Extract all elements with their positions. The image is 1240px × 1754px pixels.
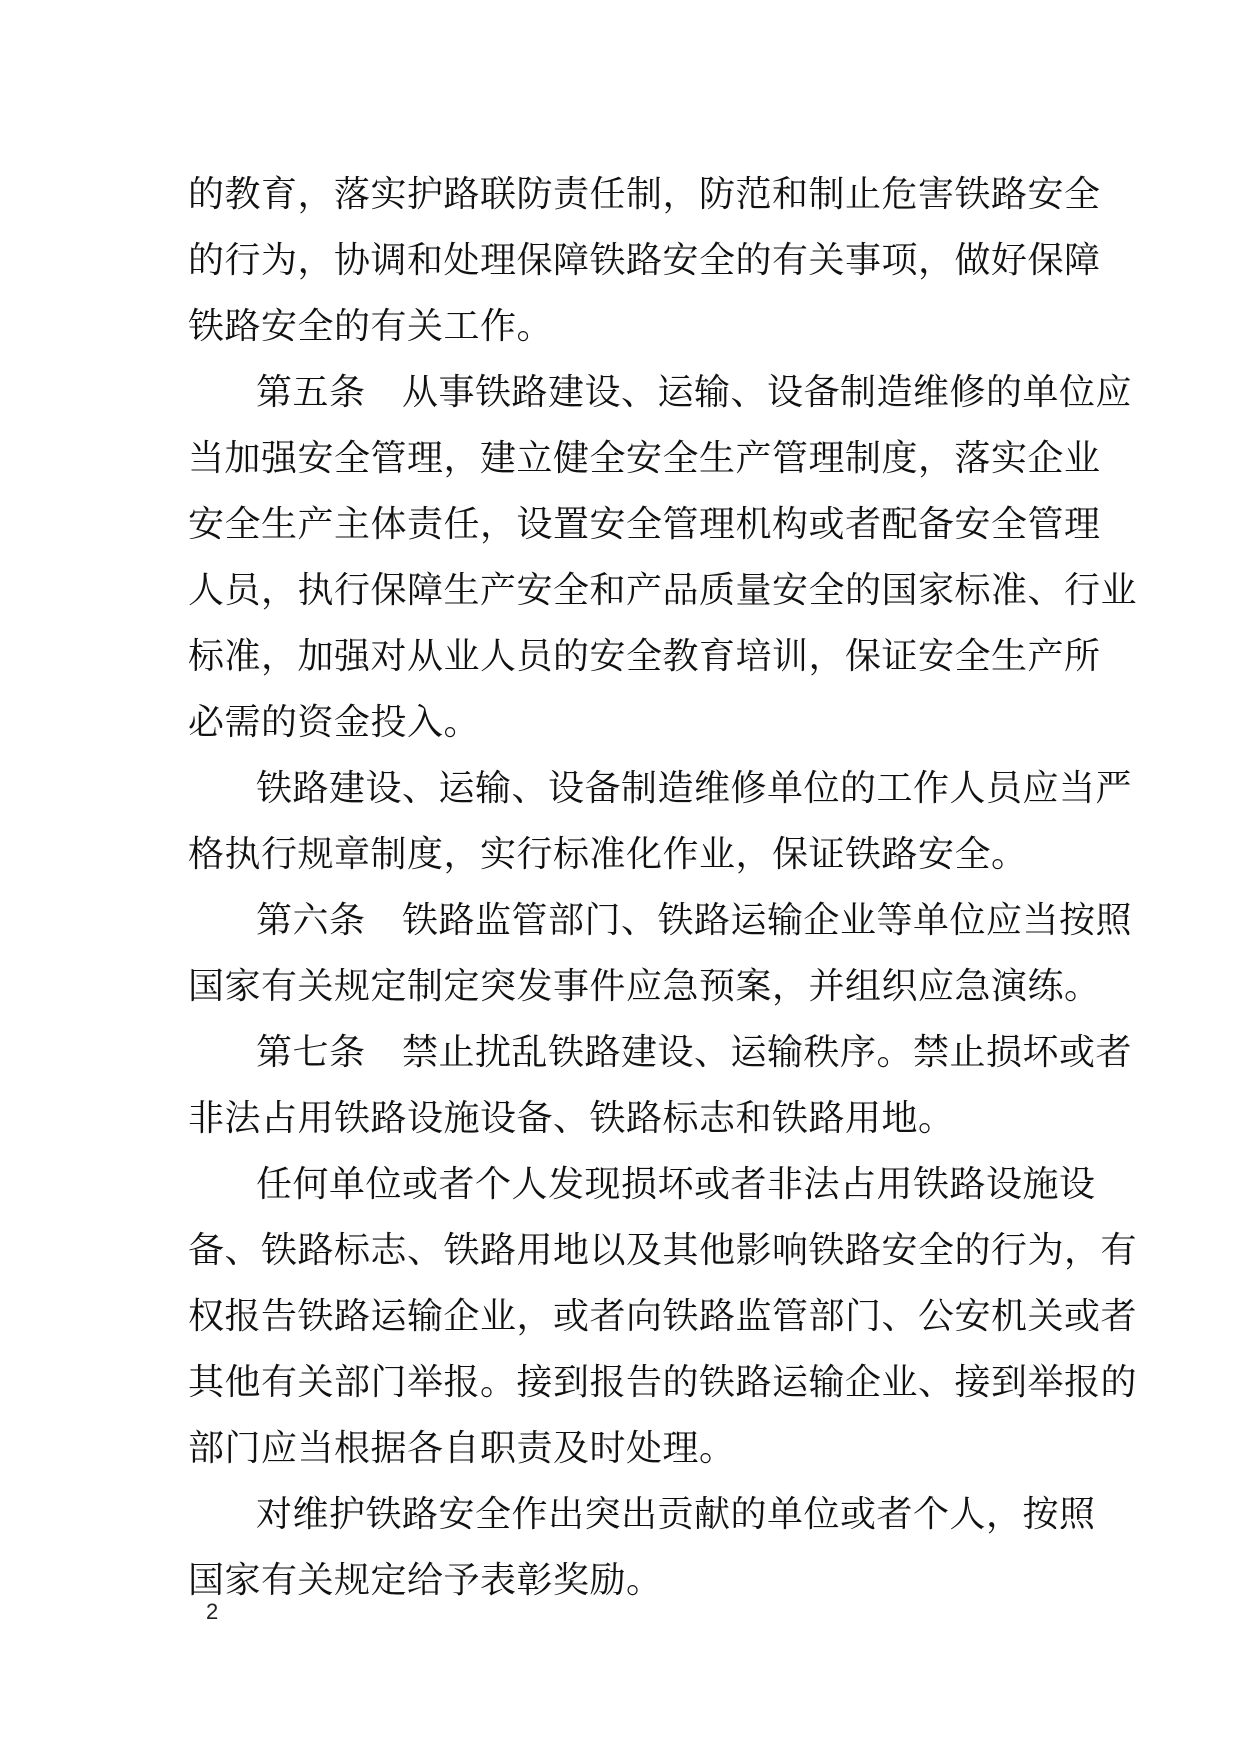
text-line: 必需的资金投入。: [188, 702, 481, 743]
text-line: 非法占用铁路设施设备、铁路标志和铁路用地。: [188, 1098, 955, 1139]
paragraph: [188, 1020, 1133, 1152]
page-number: 2: [206, 1599, 219, 1624]
text-line: 备、铁路标志、铁路用地以及其他影响铁路安全的行为，有: [188, 1230, 1138, 1271]
text-line: 部门应当根据各自职责及时处理。: [188, 1428, 736, 1469]
text-line: 安全生产主体责任，设置安全管理机构或者配备安全管理: [188, 504, 1101, 545]
paragraph: [188, 162, 1101, 360]
text-line: 第七条 禁止扰乱铁路建设、运输秩序。禁止损坏或者: [256, 1032, 1133, 1073]
text-line: 铁路安全的有关工作。: [188, 306, 554, 347]
text-line: 国家有关规定给予表彰奖励。: [188, 1560, 663, 1601]
text-line: 对维护铁路安全作出突出贡献的单位或者个人，按照: [256, 1494, 1096, 1535]
paragraph: [188, 1482, 1096, 1614]
text-line: 当加强安全管理，建立健全安全生产管理制度，落实企业: [188, 438, 1101, 479]
paragraph: [188, 360, 1138, 756]
text-line: 国家有关规定制定突发事件应急预案，并组织应急演练。: [188, 966, 1101, 1007]
text-line: 任何单位或者个人发现损坏或者非法占用铁路设施设: [256, 1164, 1096, 1205]
text-line: 标准，加强对从业人员的安全教育培训，保证安全生产所: [188, 636, 1101, 677]
text-line: 格执行规章制度，实行标准化作业，保证铁路安全。: [188, 834, 1028, 875]
text-line: 的教育，落实护路联防责任制，防范和制止危害铁路安全: [188, 174, 1101, 215]
text-line: 第五条 从事铁路建设、运输、设备制造维修的单位应: [256, 372, 1133, 413]
body-text: [188, 162, 1138, 1614]
text-line: 其他有关部门举报。接到报告的铁路运输企业、接到举报的: [188, 1362, 1138, 1403]
text-line: 的行为，协调和处理保障铁路安全的有关事项，做好保障: [188, 240, 1101, 281]
text-line: 人员，执行保障生产安全和产品质量安全的国家标准、行业: [188, 570, 1138, 611]
text-line: 第六条 铁路监管部门、铁路运输企业等单位应当按照: [256, 900, 1133, 941]
text-line: 权报告铁路运输企业，或者向铁路监管部门、公安机关或者: [188, 1296, 1138, 1337]
text-line: 铁路建设、运输、设备制造维修单位的工作人员应当严: [256, 768, 1133, 809]
paragraph: [188, 1152, 1138, 1482]
paragraph: [188, 888, 1133, 1020]
paragraph: [188, 756, 1133, 888]
